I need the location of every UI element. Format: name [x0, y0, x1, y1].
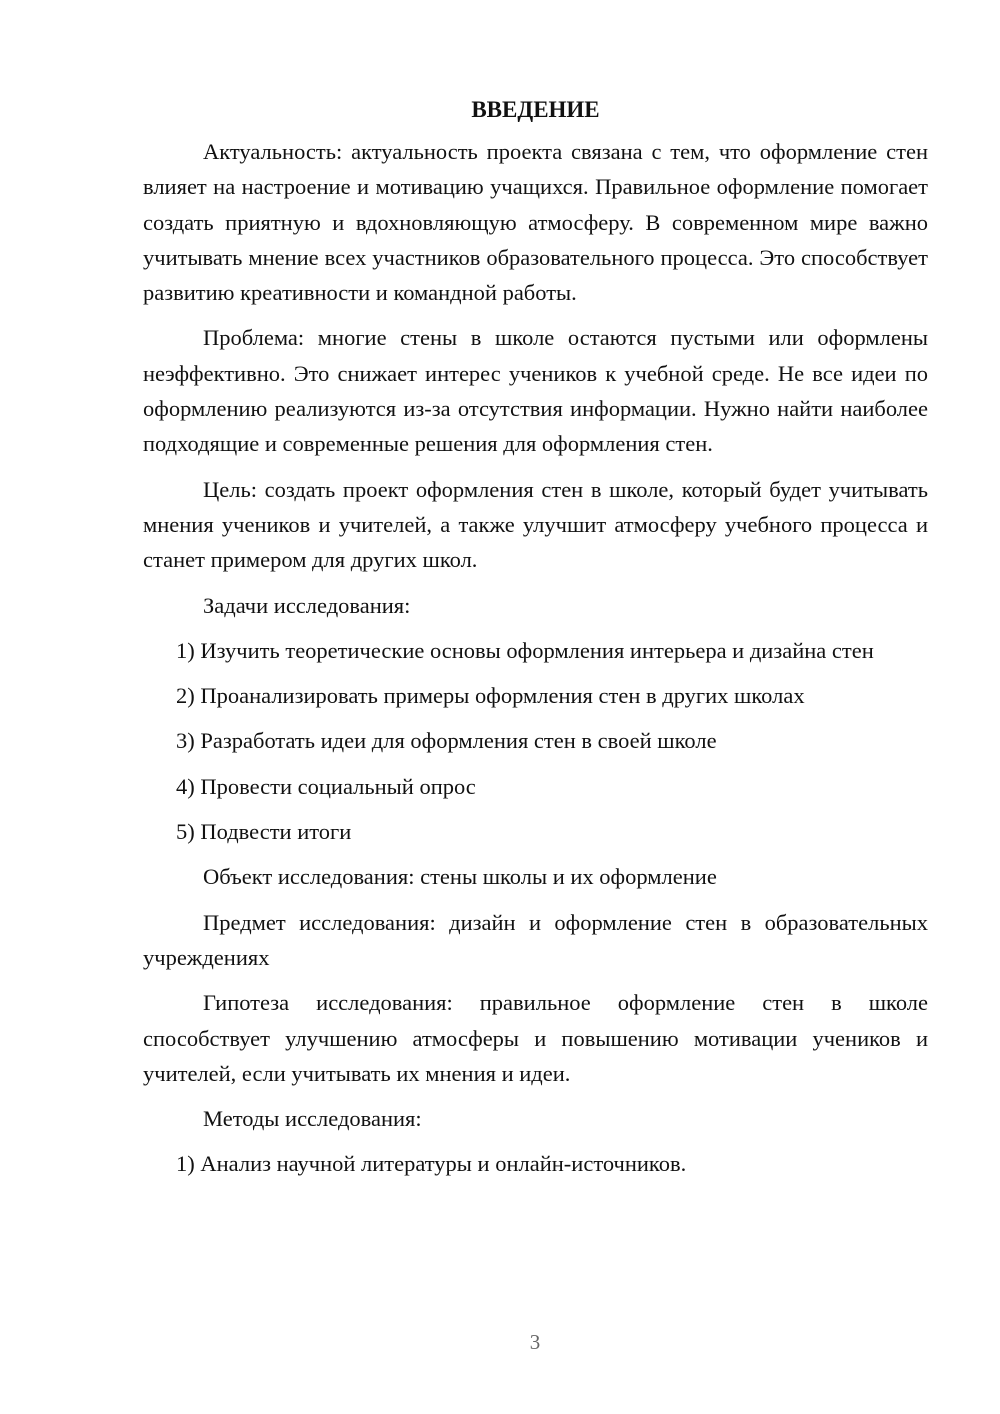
page-number: 3 — [529, 1330, 541, 1354]
task-item-3: 3) Разработать идеи для оформления стен в своей школе — [176, 728, 717, 754]
task-item-5: 5) Подвести итоги — [176, 819, 352, 845]
tasks-title: Задачи исследования: — [203, 592, 411, 618]
methods-title: Методы исследования: — [203, 1106, 422, 1132]
task-item-2: 2) Проанализировать примеры оформления стен в других школах — [176, 683, 805, 709]
hypothesis-paragraph: Гипотеза исследования: правильное оформление стен в школе способствует улучшению атмосферы и повышению мотивации учеников и учителей, если учитывать их мнения и идеи. — [143, 990, 928, 1086]
section-heading: ВВЕДЕНИЕ — [471, 97, 600, 122]
method-item-1: 1) Анализ научной литературы и онлайн-источников. — [176, 1151, 687, 1177]
goal-paragraph: Цель: создать проект оформления стен в школе, который будет учитывать мнения учеников и учителей, а также улучшит атмосферу учебного процесса и станет примером для других школ. — [143, 476, 928, 573]
subject-paragraph: Предмет исследования: дизайн и оформление стен в образовательных учреждениях — [143, 909, 928, 970]
task-item-4: 4) Провести социальный опрос — [176, 773, 476, 799]
problem-paragraph: Проблема: многие стены в школе остаются пустыми или оформлены неэффективно. Это снижает интерес учеников к учебной среде. Не все идеи по оформлению реализуются из-за отсутствия информации. Нужно найти наиболее подходящие и современные решения для оформления стен. — [143, 325, 928, 457]
relevance-paragraph: Актуальность: актуальность проекта связана с тем, что оформление стен влияет на настроение и мотивацию учащихся. Правильное оформление помогает создать приятную и вдохновляющую атмосферу. В современном мире важно учитывать мнение всех участников образовательного процесса. Это способствует развитию креативности и командной работы. — [143, 139, 928, 306]
task-item-1: 1) Изучить теоретические основы оформления интерьера и дизайна стен — [176, 637, 874, 663]
document-page — [143, 92, 928, 1192]
object-paragraph: Объект исследования: стены школы и их оформление — [203, 864, 717, 890]
